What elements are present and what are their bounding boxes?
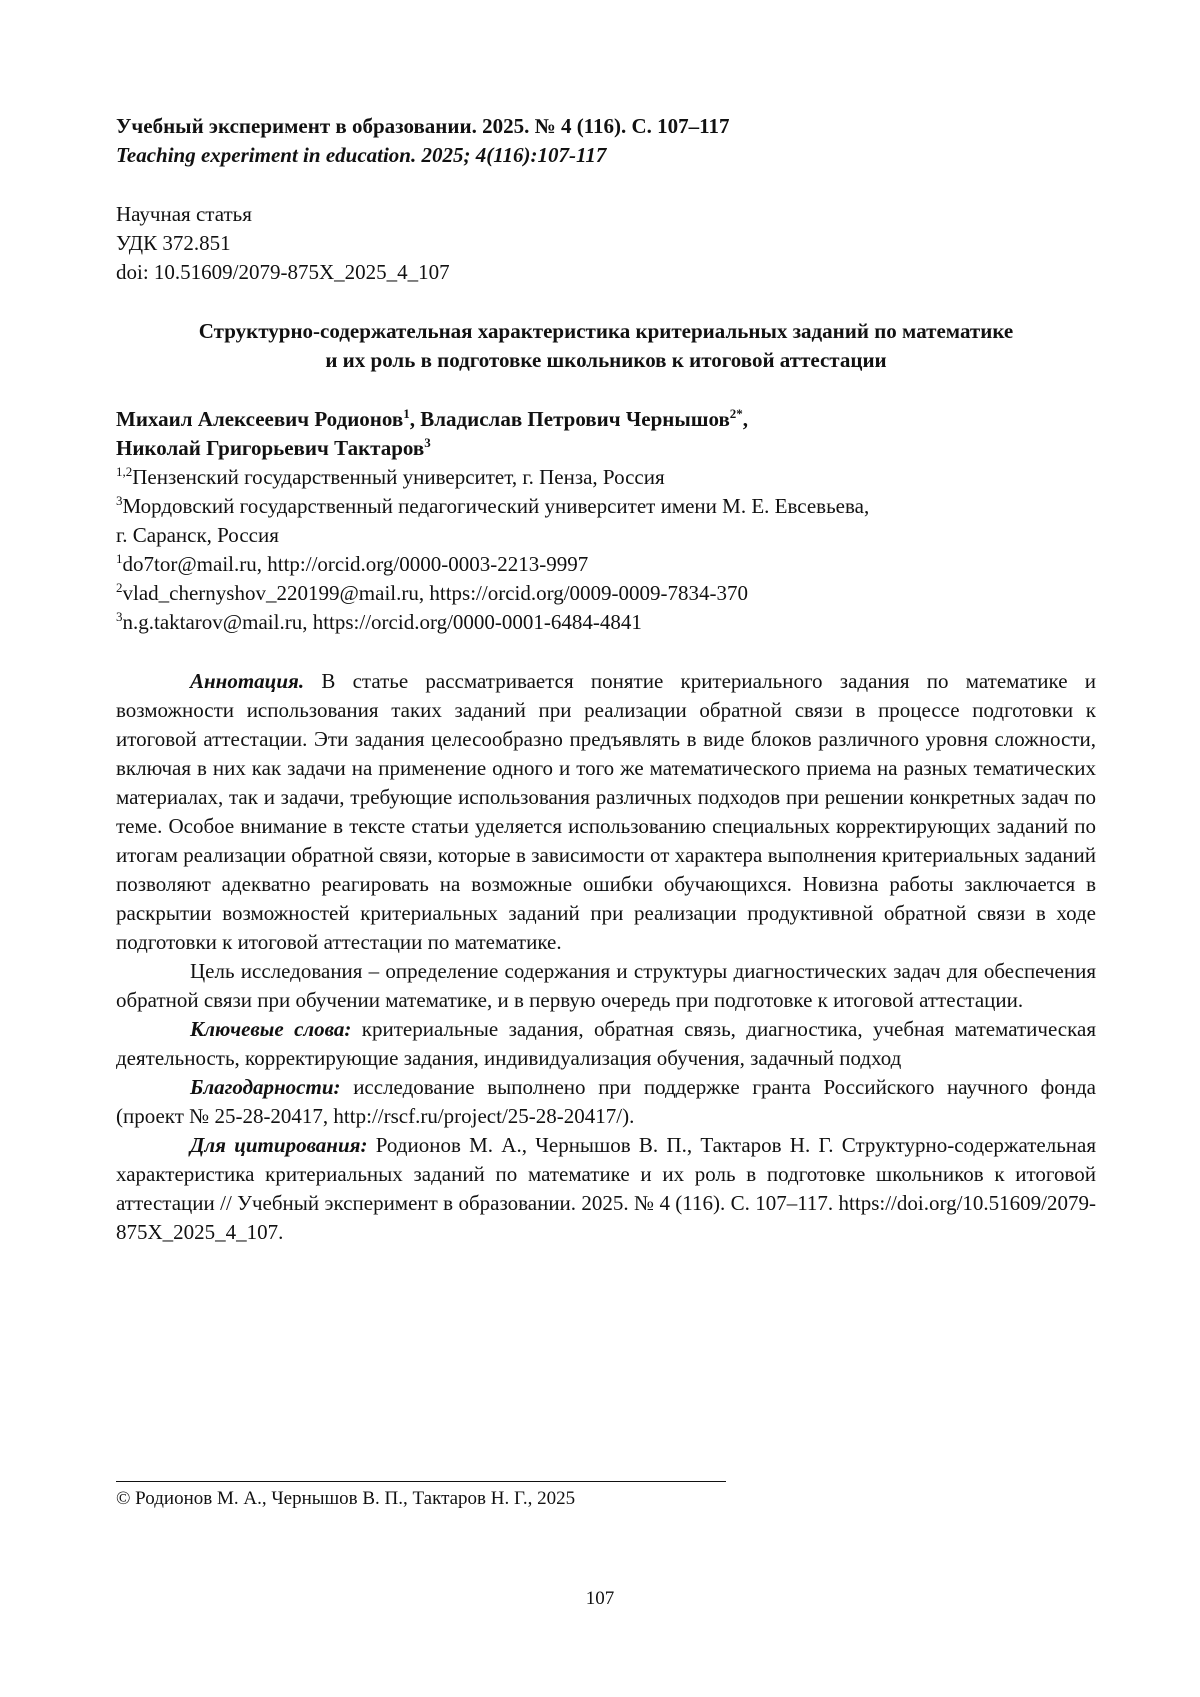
affiliation-1 [116, 463, 1096, 492]
doi: doi: 10.51609/2079-875X_2025_4_107 [116, 260, 450, 284]
contact-2-sup: 2 [116, 580, 123, 595]
citation-text: Родионов М. А., Чернышов В. П., Тактаров Н. Г. Структурно-содержательная характеристика критериальных заданий по математике и их роль в подготовке школьников к итоговой аттестации // Учебный эксперимент в образовании. 2025. № 4 (116). С. 107–117. https://doi.org/10.51609/2079-875X_2025_4_107. [116, 1133, 1096, 1244]
author-3: Николай Григорьевич Тактаров [116, 436, 425, 460]
affiliation-1-text: Пензенский государственный университет, г. Пенза, Россия [132, 465, 665, 489]
author-1: Михаил Алексеевич Родионов [116, 407, 404, 431]
author-1-sup: 1 [403, 406, 410, 421]
author-separator: , [742, 407, 749, 431]
title-line-2: и их роль в подготовке школьников к итоговой аттестации [325, 348, 887, 372]
abstract-block [116, 667, 1096, 1247]
abstract-label: Аннотация. [190, 669, 305, 693]
contact-1-text: do7tor@mail.ru, http://orcid.org/0000-0003-2213-9997 [122, 552, 589, 576]
authors [116, 405, 1096, 463]
acknowledgements-label: Благодарности: [190, 1075, 341, 1099]
title-line-1: Структурно-содержательная характеристика критериальных заданий по математике [198, 319, 1014, 343]
journal-citation-ru: Учебный эксперимент в образовании. 2025. № 4 (116). С. 107–117 [116, 114, 730, 138]
contact-3-text: n.g.taktarov@mail.ru, https://orcid.org/0000-0001-6484-4841 [122, 610, 642, 634]
affiliations [116, 463, 1096, 637]
author-2-sup: 2* [729, 406, 743, 421]
author-3-sup: 3 [424, 435, 431, 450]
acknowledgements-paragraph [116, 1073, 1096, 1131]
authors-line-2 [116, 434, 1096, 463]
author-separator: , [409, 407, 421, 431]
citation-label: Для цитирования: [190, 1133, 368, 1157]
affiliation-2 [116, 492, 1096, 521]
keywords-label: Ключевые слова: [190, 1017, 352, 1041]
goal-paragraph: Цель исследования – определение содержания и структуры диагностических задач для обеспечения обратной связи при обучении математике, и в первую очередь при подготовке к итоговой аттестации. [116, 959, 1096, 1012]
authors-line-1 [116, 405, 1096, 434]
udc-code: УДК 372.851 [116, 231, 231, 255]
author-2: Владислав Петрович Чернышов [420, 407, 730, 431]
keywords-paragraph [116, 1015, 1096, 1073]
contact-2-text: vlad_chernyshov_220199@mail.ru, https://orcid.org/0009-0009-7834-370 [122, 581, 749, 605]
copyright-footnote: © Родионов М. А., Чернышов В. П., Тактаров Н. Г., 2025 [116, 1488, 576, 1509]
footnote-divider [116, 1481, 726, 1482]
contact-1-sup: 1 [116, 551, 123, 566]
acknowledgements-text: исследование выполнено при поддержке гранта Российского научного фонда (проект № 25-28-20417, http://rscf.ru/project/25-28-20417/). [116, 1075, 1096, 1128]
article-meta [116, 200, 1096, 287]
page-number: 107 [585, 1588, 615, 1609]
contact-2 [116, 579, 1096, 608]
affiliation-2-sup: 3 [116, 493, 123, 508]
contact-1 [116, 550, 1096, 579]
article-title [116, 317, 1096, 375]
abstract-text: В статье рассматривается понятие критериального задания по математике и возможности использования таких заданий при реализации обратной связи в процессе подготовки к итоговой аттестации. Эти задания целесообразно предъявлять в виде блоков различного уровня сложности, включая в них как задачи на применение одного и того же математического приема на разных тематических материалах, так и задачи, требующие использования различных подходов при решении конкретных задач по теме. Особое внимание в тексте статьи уделяется использованию специальных корректирующих заданий по итогам реализации обратной связи, которые в зависимости от характера выполнения критериальных заданий позволяют адекватно реагировать на возможные ошибки обучающихся. Новизна работы заключается в раскрытии возможностей критериальных заданий при реализации продуктивной обратной связи в ходе подготовки к итоговой аттестации по математике. [116, 669, 1096, 954]
article-type: Научная статья [116, 202, 252, 226]
keywords-text: критериальные задания, обратная связь, диагностика, учебная математическая деятельность, корректирующие задания, индивидуализация обучения, задачный подход [116, 1017, 1096, 1070]
page-content [116, 112, 1096, 1247]
affiliation-1-sup: 1,2 [116, 464, 133, 479]
affiliation-2-city: г. Саранск, Россия [116, 523, 279, 547]
citation-paragraph [116, 1131, 1096, 1247]
affiliation-2-text: Мордовский государственный педагогический университет имени М. Е. Евсевьева, [122, 494, 870, 518]
abstract-paragraph [116, 667, 1096, 957]
contact-3 [116, 608, 1096, 637]
journal-citation-en: Teaching experiment in education. 2025; 4(116):107-117 [116, 143, 607, 167]
contact-3-sup: 3 [116, 609, 123, 624]
